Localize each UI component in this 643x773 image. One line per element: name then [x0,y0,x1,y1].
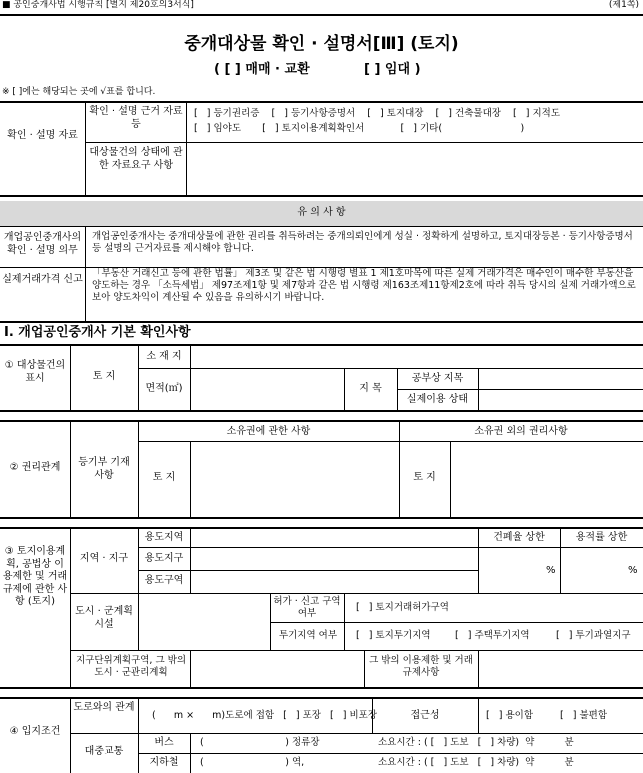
duty-text: 개업공인중개사는 중개대상물에 관한 권리를 취득하려는 중개의뢰인에게 성실 · 정확하게 설명하고, 토지대장등본 · 등기사항증명서 등 설명의 근거자료를 제시해야 합니다. [92,231,633,254]
form-title: 중개대상물 확인 · 설명서[Ⅲ] (토지) [184,34,459,54]
price-report-label: 실제거래가격 신고 [2,274,83,285]
far-header: 용적률 상한 [575,532,628,543]
zone-section-label: 용도구역 [144,575,184,586]
district-plan-label: 지구단위계획구역, 그 밖의 도시 · 군관리계획 [75,655,186,678]
other-rights-header: 소유권 외의 권리사항 [474,426,568,437]
registry-label: 등기부 기재사항 [78,457,130,481]
notes-header: 유 의 사 항 [0,201,643,227]
actual-use-value[interactable] [484,394,634,408]
duty-label: 개업공인중개사의 확인 · 설명 의무 [3,232,82,256]
basis-top-line [0,101,643,103]
bus-stop-text[interactable]: ( ) 정류장 [200,737,320,748]
subtitle-sale-exchange: ( [ ] 매매 · 교환 [214,62,310,77]
bcr-unit: % [546,565,556,576]
road-text[interactable]: ( m × m)도로에 접함 [ ] 포장 [ ] 비포장 [152,710,378,721]
area-value[interactable] [196,383,340,397]
jimok-label: 지 목 [359,383,382,394]
basis-docs-line1[interactable]: [ ] 등기권리증 [ ] 등기사항증명서 [ ] 토지대장 [ ] 건축물대장 [ ] 지적도 [194,108,561,119]
subtitle-lease: [ ] 임대 ) [364,62,421,77]
official-jimok-value[interactable] [484,373,634,387]
spec-overheated-option[interactable]: [ ] 투기과열지구 [556,630,631,641]
spec-house-option[interactable]: [ ] 주택투기지역 [455,630,530,641]
ownership-header: 소유권에 관한 사항 [226,426,311,437]
check-note: ※ [ ]에는 해당되는 곳에 √표를 합니다. [2,87,156,97]
form-reference: ■ 공인중개사법 시행규칙 [별지 제20호의3서식] [2,0,194,10]
page-mark: (제1쪽) [608,0,639,10]
location-value[interactable] [196,351,636,365]
property-label: ① 대상물건의 표시 [4,360,66,384]
permit-label: 허가 · 신고 구역 여부 [273,596,341,619]
other-rights-land: 토 지 [413,472,436,483]
road-label: 도로와의 관계 [73,702,135,713]
other-rights-value[interactable] [456,448,636,512]
speculation-label: 투기지역 여부 [278,630,338,641]
transport-label: 대중교통 [84,746,124,757]
actual-use-label: 실제이용 상태 [406,394,469,405]
city-plan-label: 도시 · 군계획 시설 [75,606,133,630]
bus-time-text[interactable]: 소요시간 : ( [ ] 도보 [ ] 차량) 약 분 [378,737,574,748]
basis-docs-label: 확인 · 설명 근거 자료 등 [89,106,183,130]
subway-time-text[interactable]: 소요시간 : ( [ ] 도보 [ ] 차량) 약 분 [378,757,574,768]
bus-label: 버스 [154,737,174,748]
far-unit: % [628,565,638,576]
location-label: 소 재 지 [146,351,182,362]
property-land: 토 지 [92,371,116,382]
ownership-value[interactable] [196,448,394,512]
basis-status-label: 대상물건의 상태에 관한 자료요구 사항 [89,147,183,171]
basis-status-value[interactable] [194,150,634,190]
subway-station-text[interactable]: ( ) 역, [200,757,305,768]
permit-option[interactable]: [ ] 토지거래허가구역 [356,602,449,613]
access-label: 접근성 [410,710,440,721]
price-report-text: 「부동산 거래신고 등에 관한 법률」 제3조 및 같은 법 시행령 별표 1 제1호마목에 따른 실제 거래가격은 매수인이 매수한 부동산을 양도하는 경우 「소득세법」 제97조제1항 및 제7항과 같은 법 시행령 제163조제11항제2호에 따라 취득 당시의 실제 거래가액으로 보아 양도차익이 계산될 수 있음을 유의하시기 바랍니다. [92,268,636,303]
zone-label: 지역 · 지구 [79,553,129,564]
subway-label: 지하철 [149,757,179,768]
section1-title: Ⅰ. 개업공인중개사 기본 확인사항 [4,325,191,340]
header-divider [0,14,643,16]
location-section-label: ④ 입지조건 [9,726,61,737]
landuse-label: ③ 토지이용계획, 공법상 이용제한 및 거래규제에 관한 사항 (토지) [2,546,68,607]
bcr-header: 건폐율 상한 [493,532,545,543]
other-restrict-label: 그 밖의 이용제한 및 거래규제사항 [369,655,473,678]
rights-label: ② 권리관계 [9,462,61,473]
zone-area-label: 용도지역 [144,532,184,543]
spec-land-option[interactable]: [ ] 토지투기지역 [356,630,431,641]
access-easy-option[interactable]: [ ] 용이함 [486,710,534,721]
official-jimok-label: 공부상 지목 [411,373,464,384]
zone-district-label: 용도지구 [144,553,184,564]
access-hard-option[interactable]: [ ] 불편함 [560,710,608,721]
ownership-land: 토 지 [152,472,176,483]
basis-section-label: 확인 · 설명 자료 [7,130,78,141]
basis-docs-line2[interactable]: [ ] 임야도 [ ] 토지이용계획확인서 [ ] 기타( ) [194,123,525,134]
area-label: 면적(㎡) [145,383,183,394]
